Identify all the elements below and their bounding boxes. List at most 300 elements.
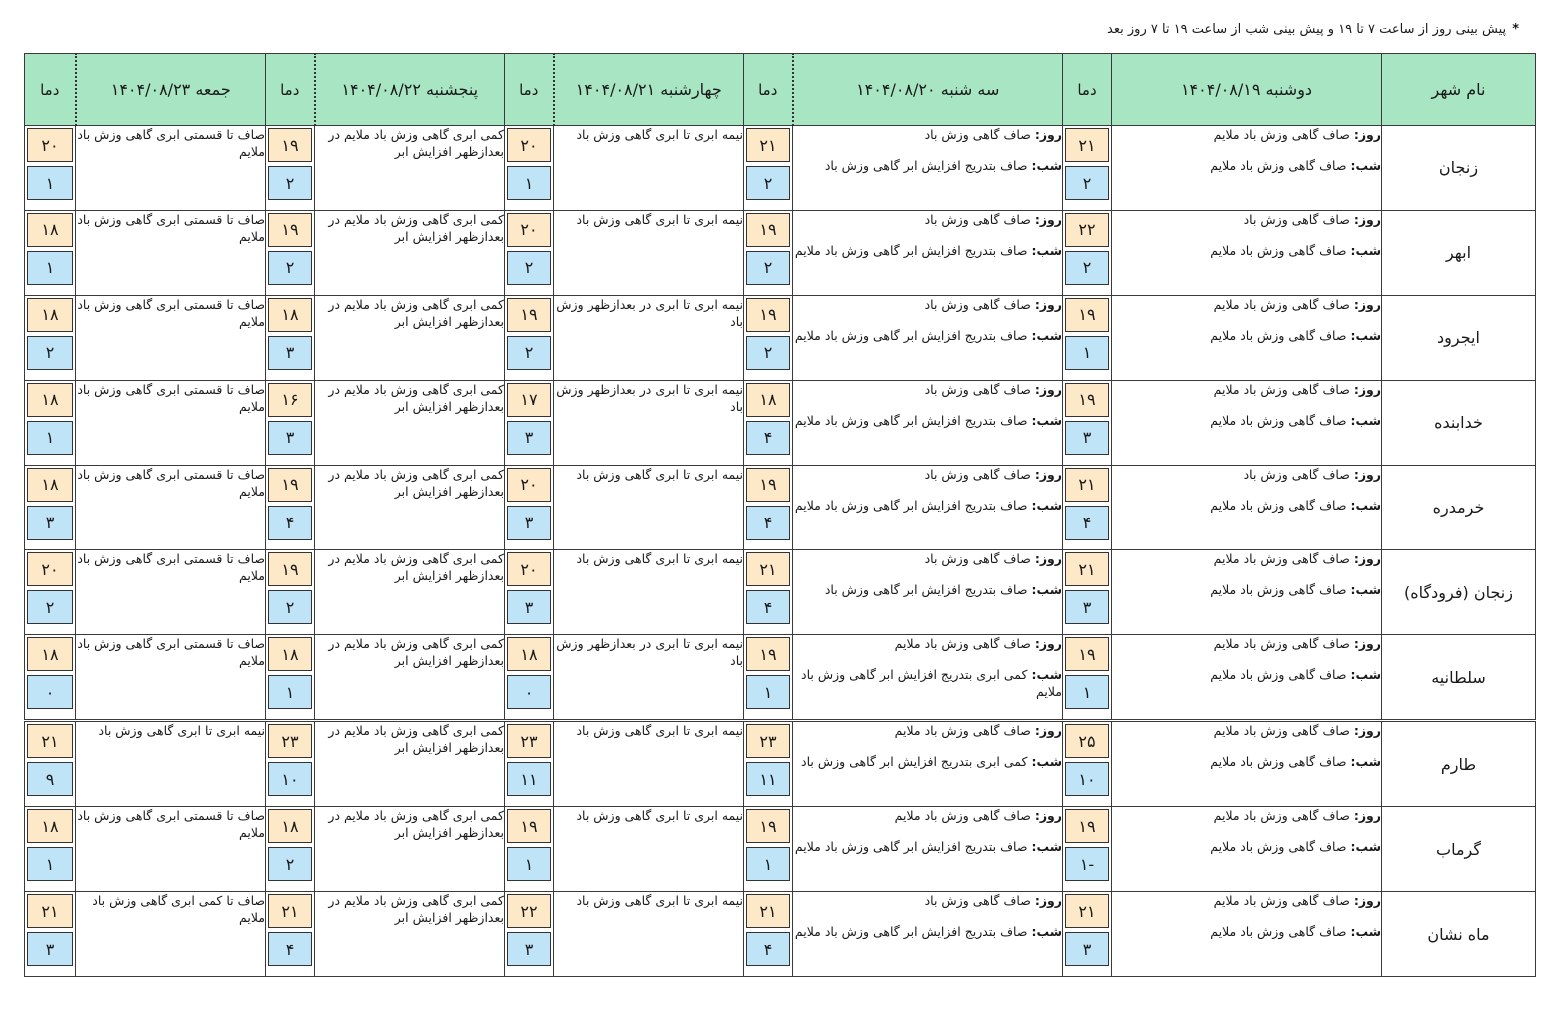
day-label: روز: bbox=[1034, 723, 1062, 739]
temp-box bbox=[25, 722, 75, 806]
day-header-5: جمعه ۱۴۰۴/۰۸/۲۳ bbox=[76, 54, 266, 126]
temp-cell bbox=[744, 380, 793, 465]
night-text: صاف گاهی وزش باد ملایم bbox=[1210, 497, 1347, 513]
forecast-desc bbox=[793, 635, 1063, 721]
day-label: روز: bbox=[1034, 296, 1062, 312]
day-label: روز: bbox=[1353, 893, 1381, 909]
forecast-desc: صاف تا قسمتی ابری گاهی وزش باد ملایم bbox=[76, 126, 266, 211]
max-temp: ۲۰ bbox=[507, 213, 551, 247]
temp-cell bbox=[1063, 721, 1112, 807]
min-temp: ۲ bbox=[1065, 166, 1109, 200]
forecast-desc: نیمه ابری تا ابری گاهی وزش باد bbox=[554, 126, 744, 211]
table-row bbox=[25, 635, 1536, 721]
night-text: صاف گاهی وزش باد ملایم bbox=[1210, 754, 1347, 770]
night-forecast bbox=[793, 581, 1062, 598]
night-label: شب: bbox=[1350, 754, 1381, 770]
min-temp: ۱ bbox=[27, 251, 73, 285]
temp-header-4: دما bbox=[266, 54, 315, 126]
temp-box bbox=[505, 466, 553, 550]
temp-cell bbox=[1063, 380, 1112, 465]
min-temp: ۲ bbox=[746, 166, 790, 200]
day-header-3: چهارشنبه ۱۴۰۴/۰۸/۲۱ bbox=[554, 54, 744, 126]
night-text: صاف بتدریج افزایش ابر گاهی وزش باد ملایم bbox=[794, 242, 1028, 258]
night-label: شب: bbox=[1350, 497, 1381, 513]
max-temp: ۲۱ bbox=[746, 128, 790, 162]
max-temp: ۱۹ bbox=[746, 298, 790, 332]
temp-box bbox=[505, 722, 553, 806]
forecast-desc: نیمه ابری تا ابری گاهی وزش باد bbox=[554, 807, 744, 892]
temp-cell bbox=[266, 295, 315, 380]
night-forecast bbox=[793, 497, 1062, 514]
forecast-desc: کمی ابری گاهی وزش باد ملایم در بعدازظهر افزایش ابر bbox=[315, 380, 505, 465]
forecast-desc bbox=[793, 892, 1063, 977]
min-temp: ۳ bbox=[27, 932, 73, 966]
forecast-desc: نیمه ابری تا ابری در بعدازظهر وزش باد bbox=[554, 380, 744, 465]
min-temp: ۳ bbox=[268, 421, 312, 455]
min-temp: ۱ bbox=[746, 847, 790, 881]
day-forecast bbox=[1112, 211, 1381, 228]
min-temp: ۱۱ bbox=[507, 762, 551, 796]
night-forecast bbox=[1112, 666, 1381, 683]
day-text: صاف گاهی وزش باد ملایم bbox=[1213, 893, 1350, 909]
min-temp: ۲ bbox=[746, 251, 790, 285]
night-forecast bbox=[1112, 412, 1381, 429]
max-temp: ۱۹ bbox=[1065, 809, 1109, 843]
city-header: نام شهر bbox=[1382, 54, 1536, 126]
day-text: صاف گاهی وزش باد ملایم bbox=[1213, 127, 1350, 142]
day-label: روز: bbox=[1353, 808, 1381, 824]
night-label: شب: bbox=[1031, 924, 1062, 940]
forecast-desc bbox=[1112, 465, 1382, 550]
max-temp: ۲۱ bbox=[27, 724, 73, 758]
day-label: روز: bbox=[1034, 466, 1062, 482]
max-temp: ۲۱ bbox=[27, 894, 73, 928]
day-label: روز: bbox=[1353, 211, 1381, 227]
night-forecast bbox=[793, 327, 1062, 344]
temp-box bbox=[266, 892, 314, 976]
forecast-desc: کمی ابری گاهی وزش باد ملایم در بعدازظهر افزایش ابر bbox=[315, 210, 505, 295]
forecast-desc: کمی ابری گاهی وزش باد ملایم در بعدازظهر افزایش ابر bbox=[315, 550, 505, 635]
temp-header-2: دما bbox=[744, 54, 793, 126]
min-temp: ۳ bbox=[1065, 590, 1109, 624]
temp-cell bbox=[744, 807, 793, 892]
temp-cell bbox=[25, 550, 76, 635]
temp-box bbox=[25, 892, 75, 976]
temp-cell bbox=[505, 465, 554, 550]
temp-box bbox=[266, 807, 314, 891]
day-text: صاف گاهی وزش باد ملایم bbox=[1213, 723, 1350, 739]
min-temp: ۲ bbox=[746, 336, 790, 370]
forecast-desc: صاف تا کمی ابری گاهی وزش باد ملایم bbox=[76, 892, 266, 977]
night-label: شب: bbox=[1031, 242, 1062, 258]
day-label: روز: bbox=[1034, 211, 1062, 227]
night-label: شب: bbox=[1031, 754, 1062, 770]
max-temp: ۱۸ bbox=[27, 468, 73, 502]
max-temp: ۲۳ bbox=[746, 724, 790, 758]
day-text: صاف گاهی وزش باد bbox=[1243, 466, 1350, 482]
temp-header-1: دما bbox=[1063, 54, 1112, 126]
max-temp: ۲۰ bbox=[27, 128, 73, 162]
max-temp: ۱۹ bbox=[1065, 298, 1109, 332]
forecast-desc: صاف تا قسمتی ابری گاهی وزش باد ملایم bbox=[76, 295, 266, 380]
table-row bbox=[25, 295, 1536, 380]
max-temp: ۱۹ bbox=[268, 468, 312, 502]
temp-box bbox=[266, 466, 314, 550]
day-forecast bbox=[1112, 635, 1381, 652]
min-temp: ۴ bbox=[268, 932, 312, 966]
night-label: شب: bbox=[1350, 242, 1381, 258]
min-temp: ۴ bbox=[268, 506, 312, 540]
temp-box bbox=[266, 722, 314, 806]
forecast-desc: نیمه ابری تا ابری گاهی وزش باد bbox=[554, 210, 744, 295]
forecast-desc bbox=[793, 126, 1063, 211]
night-text: صاف گاهی وزش باد ملایم bbox=[1210, 582, 1347, 598]
day-label: روز: bbox=[1034, 551, 1062, 567]
night-text: صاف گاهی وزش باد ملایم bbox=[1210, 667, 1347, 683]
city-name: خرمدره bbox=[1382, 465, 1536, 550]
temp-box bbox=[1063, 296, 1111, 380]
day-forecast bbox=[793, 892, 1062, 909]
temp-cell bbox=[1063, 126, 1112, 211]
day-label: روز: bbox=[1034, 381, 1062, 397]
night-text: صاف بتدریج افزایش ابر گاهی وزش باد bbox=[824, 582, 1028, 598]
table-row bbox=[25, 807, 1536, 892]
temp-box bbox=[505, 635, 553, 719]
temp-cell bbox=[744, 892, 793, 977]
forecast-desc: نیمه ابری تا ابری گاهی وزش باد bbox=[554, 465, 744, 550]
forecast-desc bbox=[793, 210, 1063, 295]
forecast-desc: کمی ابری گاهی وزش باد ملایم در بعدازظهر افزایش ابر bbox=[315, 295, 505, 380]
temp-cell bbox=[25, 126, 76, 211]
forecast-desc: کمی ابری گاهی وزش باد ملایم در بعدازظهر افزایش ابر bbox=[315, 126, 505, 211]
forecast-desc: صاف تا قسمتی ابری گاهی وزش باد ملایم bbox=[76, 807, 266, 892]
day-label: روز: bbox=[1353, 636, 1381, 652]
temp-cell bbox=[505, 807, 554, 892]
night-text: صاف گاهی وزش باد ملایم bbox=[1210, 839, 1347, 855]
forecast-desc bbox=[793, 465, 1063, 550]
night-label: شب: bbox=[1031, 327, 1062, 343]
forecast-desc: صاف تا قسمتی ابری گاهی وزش باد ملایم bbox=[76, 635, 266, 721]
forecast-desc bbox=[1112, 380, 1382, 465]
note-asterisk: * bbox=[1512, 22, 1519, 37]
night-forecast bbox=[1112, 753, 1381, 770]
forecast-desc bbox=[793, 721, 1063, 807]
min-temp: ۱۰ bbox=[1065, 762, 1109, 796]
forecast-desc bbox=[1112, 892, 1382, 977]
forecast-desc: صاف تا قسمتی ابری گاهی وزش باد ملایم bbox=[76, 465, 266, 550]
temp-box bbox=[266, 211, 314, 295]
min-temp: ۱ bbox=[1065, 336, 1109, 370]
max-temp: ۱۹ bbox=[1065, 637, 1109, 671]
city-name: زنجان (فرودگاه) bbox=[1382, 550, 1536, 635]
temp-cell bbox=[25, 635, 76, 721]
table-row bbox=[25, 550, 1536, 635]
temp-cell bbox=[744, 635, 793, 721]
day-header-1: دوشنبه ۱۴۰۴/۰۸/۱۹ bbox=[1112, 54, 1382, 126]
min-temp: ۱ bbox=[268, 675, 312, 709]
forecast-desc bbox=[1112, 295, 1382, 380]
max-temp: ۱۸ bbox=[268, 809, 312, 843]
night-forecast bbox=[1112, 581, 1381, 598]
temp-cell bbox=[266, 550, 315, 635]
day-text: صاف گاهی وزش باد ملایم bbox=[1213, 296, 1350, 312]
night-label: شب: bbox=[1031, 667, 1062, 683]
temp-box bbox=[25, 211, 75, 295]
day-text: صاف گاهی وزش باد bbox=[924, 127, 1031, 142]
max-temp: ۱۹ bbox=[268, 213, 312, 247]
night-label: شب: bbox=[1031, 582, 1062, 598]
max-temp: ۲۱ bbox=[268, 894, 312, 928]
forecast-desc: نیمه ابری تا ابری در بعدازظهر وزش باد bbox=[554, 635, 744, 721]
night-forecast bbox=[793, 157, 1062, 174]
min-temp: ۲ bbox=[507, 336, 551, 370]
min-temp: ۲ bbox=[27, 336, 73, 370]
temp-box bbox=[1063, 635, 1111, 719]
night-text: صاف گاهی وزش باد ملایم bbox=[1210, 412, 1347, 428]
forecast-desc: صاف تا قسمتی ابری گاهی وزش باد ملایم bbox=[76, 210, 266, 295]
forecast-desc bbox=[1112, 721, 1382, 807]
temp-cell bbox=[505, 721, 554, 807]
night-forecast bbox=[1112, 242, 1381, 259]
temp-cell bbox=[1063, 807, 1112, 892]
temp-cell bbox=[266, 892, 315, 977]
temp-box bbox=[505, 126, 553, 210]
max-temp: ۱۹ bbox=[746, 213, 790, 247]
temp-cell bbox=[744, 550, 793, 635]
forecast-desc bbox=[1112, 126, 1382, 211]
max-temp: ۲۳ bbox=[507, 724, 551, 758]
night-text: صاف بتدریج افزایش ابر گاهی وزش باد ملایم bbox=[794, 497, 1028, 513]
max-temp: ۲۲ bbox=[507, 894, 551, 928]
temp-cell bbox=[744, 126, 793, 211]
day-text: صاف گاهی وزش باد bbox=[924, 893, 1031, 909]
min-temp: ۰ bbox=[27, 675, 73, 709]
night-label: شب: bbox=[1350, 158, 1381, 173]
max-temp: ۱۹ bbox=[746, 468, 790, 502]
max-temp: ۲۰ bbox=[507, 552, 551, 586]
night-forecast bbox=[793, 412, 1062, 429]
temp-box bbox=[744, 892, 792, 976]
day-text: صاف گاهی وزش باد bbox=[924, 211, 1031, 227]
day-forecast bbox=[1112, 807, 1381, 824]
temp-cell bbox=[1063, 550, 1112, 635]
table-row bbox=[25, 892, 1536, 977]
min-temp: ۱ bbox=[507, 847, 551, 881]
night-text: صاف بتدریج افزایش ابر گاهی وزش باد ملایم bbox=[794, 327, 1028, 343]
day-forecast bbox=[793, 211, 1062, 228]
night-forecast bbox=[793, 923, 1062, 940]
day-text: صاف گاهی وزش باد bbox=[924, 296, 1031, 312]
day-forecast bbox=[793, 550, 1062, 567]
temp-cell bbox=[505, 892, 554, 977]
min-temp: ۴ bbox=[746, 590, 790, 624]
max-temp: ۲۰ bbox=[507, 468, 551, 502]
day-text: صاف گاهی وزش باد bbox=[924, 381, 1031, 397]
temp-box bbox=[1063, 466, 1111, 550]
temp-cell bbox=[505, 126, 554, 211]
max-temp: ۱۸ bbox=[27, 383, 73, 417]
night-label: شب: bbox=[1350, 667, 1381, 683]
temp-cell bbox=[505, 210, 554, 295]
max-temp: ۱۸ bbox=[746, 383, 790, 417]
temp-box bbox=[1063, 722, 1111, 806]
temp-cell bbox=[505, 635, 554, 721]
forecast-table bbox=[24, 53, 1536, 977]
temp-box bbox=[505, 550, 553, 634]
day-label: روز: bbox=[1034, 636, 1062, 652]
day-text: صاف گاهی وزش باد bbox=[924, 551, 1031, 567]
temp-cell bbox=[744, 295, 793, 380]
forecast-desc: صاف تا قسمتی ابری گاهی وزش باد ملایم bbox=[76, 380, 266, 465]
min-temp: -۱ bbox=[1065, 847, 1109, 881]
forecast-note bbox=[1107, 22, 1519, 37]
temp-box bbox=[1063, 381, 1111, 465]
day-forecast bbox=[1112, 381, 1381, 398]
day-label: روز: bbox=[1353, 296, 1381, 312]
forecast-desc bbox=[793, 295, 1063, 380]
day-forecast bbox=[1112, 722, 1381, 739]
temp-cell bbox=[744, 721, 793, 807]
max-temp: ۲۱ bbox=[1065, 468, 1109, 502]
night-forecast bbox=[1112, 923, 1381, 940]
temp-box bbox=[1063, 211, 1111, 295]
max-temp: ۲۵ bbox=[1065, 724, 1109, 758]
temp-cell bbox=[25, 210, 76, 295]
table-row bbox=[25, 465, 1536, 550]
max-temp: ۱۹ bbox=[746, 637, 790, 671]
night-text: صاف بتدریج افزایش ابر گاهی وزش باد bbox=[824, 158, 1028, 173]
temp-cell bbox=[266, 210, 315, 295]
temp-cell bbox=[744, 210, 793, 295]
city-name: طارم bbox=[1382, 721, 1536, 807]
forecast-desc: کمی ابری گاهی وزش باد ملایم در بعدازظهر افزایش ابر bbox=[315, 892, 505, 977]
temp-box bbox=[744, 635, 792, 719]
min-temp: ۳ bbox=[1065, 932, 1109, 966]
max-temp: ۱۸ bbox=[27, 298, 73, 332]
night-text: صاف گاهی وزش باد ملایم bbox=[1210, 924, 1347, 940]
day-forecast bbox=[793, 635, 1062, 652]
night-label: شب: bbox=[1350, 412, 1381, 428]
day-text: صاف گاهی وزش باد ملایم bbox=[1213, 636, 1350, 652]
min-temp: ۳ bbox=[507, 932, 551, 966]
city-name: ایجرود bbox=[1382, 295, 1536, 380]
day-label: روز: bbox=[1353, 381, 1381, 397]
temp-box bbox=[266, 381, 314, 465]
max-temp: ۲۱ bbox=[1065, 552, 1109, 586]
max-temp: ۱۸ bbox=[268, 637, 312, 671]
min-temp: ۳ bbox=[268, 336, 312, 370]
temp-box bbox=[266, 550, 314, 634]
temp-box bbox=[505, 381, 553, 465]
day-forecast bbox=[793, 807, 1062, 824]
max-temp: ۱۹ bbox=[1065, 383, 1109, 417]
min-temp: ۱ bbox=[27, 847, 73, 881]
max-temp: ۱۹ bbox=[268, 128, 312, 162]
forecast-desc bbox=[793, 807, 1063, 892]
temp-box bbox=[1063, 550, 1111, 634]
night-label: شب: bbox=[1031, 412, 1062, 428]
table-body bbox=[25, 126, 1536, 977]
min-temp: ۳ bbox=[507, 506, 551, 540]
temp-cell bbox=[266, 465, 315, 550]
temp-box bbox=[266, 296, 314, 380]
temp-cell bbox=[25, 721, 76, 807]
city-name: گرماب bbox=[1382, 807, 1536, 892]
temp-cell bbox=[744, 465, 793, 550]
temp-cell bbox=[505, 295, 554, 380]
temp-box bbox=[505, 892, 553, 976]
city-name: ماه نشان bbox=[1382, 892, 1536, 977]
night-label: شب: bbox=[1350, 924, 1381, 940]
night-label: شب: bbox=[1350, 839, 1381, 855]
temp-cell bbox=[505, 380, 554, 465]
temp-box bbox=[1063, 807, 1111, 891]
day-label: روز: bbox=[1353, 551, 1381, 567]
night-label: شب: bbox=[1031, 158, 1062, 173]
city-name: سلطانیه bbox=[1382, 635, 1536, 721]
max-temp: ۱۸ bbox=[268, 298, 312, 332]
city-name: ابهر bbox=[1382, 210, 1536, 295]
day-header-4: پنجشنبه ۱۴۰۴/۰۸/۲۲ bbox=[315, 54, 505, 126]
min-temp: ۲ bbox=[27, 590, 73, 624]
max-temp: ۱۷ bbox=[507, 383, 551, 417]
night-label: شب: bbox=[1031, 497, 1062, 513]
table-row bbox=[25, 721, 1536, 807]
temp-box bbox=[1063, 892, 1111, 976]
min-temp: ۴ bbox=[1065, 506, 1109, 540]
max-temp: ۲۱ bbox=[746, 894, 790, 928]
note-text: پیش بینی روز از ساعت ۷ تا ۱۹ و پیش بینی شب از ساعت ۱۹ تا ۷ روز بعد bbox=[1107, 22, 1507, 37]
temp-header-3: دما bbox=[505, 54, 554, 126]
temp-cell bbox=[266, 635, 315, 721]
min-temp: ۲ bbox=[268, 251, 312, 285]
day-label: روز: bbox=[1353, 466, 1381, 482]
forecast-desc: نیمه ابری تا ابری گاهی وزش باد bbox=[76, 721, 266, 807]
max-temp: ۱۹ bbox=[507, 298, 551, 332]
max-temp: ۱۹ bbox=[746, 809, 790, 843]
temp-box bbox=[25, 381, 75, 465]
night-forecast bbox=[1112, 838, 1381, 855]
temp-box bbox=[25, 466, 75, 550]
max-temp: ۲۱ bbox=[746, 552, 790, 586]
temp-box bbox=[744, 211, 792, 295]
forecast-desc bbox=[793, 380, 1063, 465]
night-forecast bbox=[1112, 327, 1381, 344]
temp-cell bbox=[25, 380, 76, 465]
min-temp: ۹ bbox=[27, 762, 73, 796]
day-text: صاف گاهی وزش باد ملایم bbox=[894, 636, 1031, 652]
min-temp: ۱۱ bbox=[746, 762, 790, 796]
temp-box bbox=[505, 296, 553, 380]
max-temp: ۱۹ bbox=[268, 552, 312, 586]
forecast-desc: کمی ابری گاهی وزش باد ملایم در بعدازظهر افزایش ابر bbox=[315, 465, 505, 550]
forecast-desc bbox=[1112, 807, 1382, 892]
temp-box bbox=[25, 550, 75, 634]
temp-box bbox=[744, 550, 792, 634]
day-text: صاف گاهی وزش باد ملایم bbox=[894, 723, 1031, 739]
max-temp: ۲۰ bbox=[507, 128, 551, 162]
day-forecast bbox=[1112, 550, 1381, 567]
night-forecast bbox=[793, 242, 1062, 259]
temp-cell bbox=[25, 892, 76, 977]
temp-box bbox=[25, 807, 75, 891]
temp-box bbox=[744, 807, 792, 891]
max-temp: ۲۳ bbox=[268, 724, 312, 758]
forecast-desc bbox=[1112, 550, 1382, 635]
temp-box bbox=[744, 381, 792, 465]
min-temp: ۱ bbox=[746, 675, 790, 709]
day-label: روز: bbox=[1034, 127, 1062, 142]
